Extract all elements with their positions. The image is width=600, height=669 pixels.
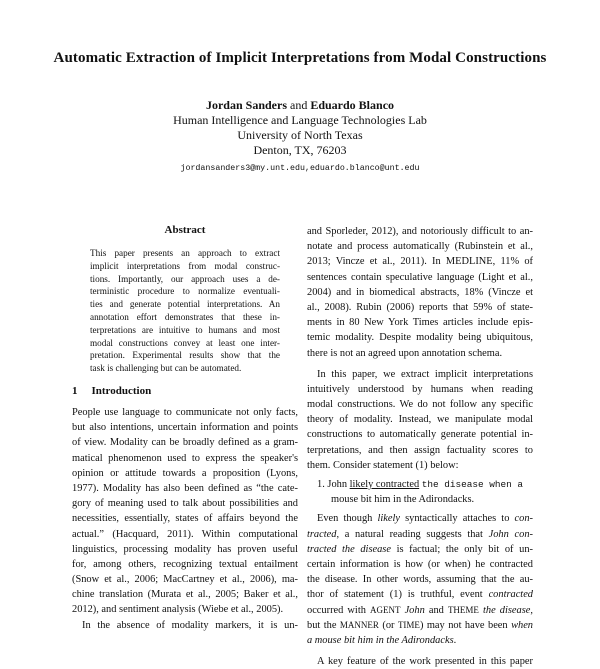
text-run: the disease xyxy=(478,604,531,616)
body-line: temic modality. Despite modality being ubiquitous, xyxy=(307,332,533,344)
example-1-line2: mouse bit him in the Adirondacks. xyxy=(331,494,475,506)
role-label: AGENT xyxy=(369,604,401,615)
body-line: opinion or attitude towards a proposition (Lyons, xyxy=(72,467,298,479)
body-line: 2012), and sentiment analysis (Wiebe et al., 2005). xyxy=(72,604,284,616)
text-run: , a natural reading suggests that xyxy=(336,528,489,540)
body-line: intuitively understood by humans when reading xyxy=(307,383,533,395)
text-run: (or xyxy=(378,619,398,631)
text-run: a mouse bit him in the Adirondacks xyxy=(307,634,454,646)
affiliation-lab: Human Intelligence and Language Technologies Lab xyxy=(173,113,427,127)
body-line: there is not an agreed upon annotation schema. xyxy=(307,347,503,359)
text-run: . xyxy=(453,634,457,646)
example-modal-phrase: likely contracted xyxy=(349,479,420,490)
example-word: John xyxy=(327,479,348,490)
body-line: al., 2008). Rubin (2006) reports that 59% of state- xyxy=(307,301,533,313)
text-run: tracted the disease xyxy=(307,543,391,555)
body-line: for, among others, recognizing textual entailment xyxy=(72,558,298,570)
example-number: 1. xyxy=(317,479,325,490)
author-names xyxy=(0,98,600,113)
abstract-line: annotation effort demonstrates that these in- xyxy=(90,311,280,322)
section-number: 1 xyxy=(72,385,78,397)
text-run: and xyxy=(424,604,448,616)
body-line xyxy=(307,527,533,542)
author-block xyxy=(0,98,600,176)
abstract-line: ties and generate potential interpretations. An xyxy=(90,299,280,310)
text-run: is factual; the only bit of un- xyxy=(390,543,533,555)
text-run: tracted xyxy=(307,528,337,540)
body-line: (Snow et al., 2006; MacCartney et al., 2006), ma- xyxy=(72,574,298,586)
body-line: actual.” (Hacquard, 2011). Within computational xyxy=(72,528,298,540)
body-line: 2004) and in biomedical abstracts, 18% (Vincze et xyxy=(307,286,533,298)
text-run: occurred with xyxy=(307,604,370,616)
body-line xyxy=(307,633,533,648)
body-line: gory of meaning used to talk about possibilities and xyxy=(72,498,298,510)
role-label: TIME xyxy=(397,619,420,630)
body-line xyxy=(307,542,533,557)
body-line: the disease. In other words, assuming that the au- xyxy=(307,574,533,586)
author-conj: and xyxy=(290,98,308,112)
abstract-body xyxy=(90,247,280,375)
abstract-line: modal constructions convey at least one inter- xyxy=(90,337,280,348)
example-word: the disease when a xyxy=(421,479,524,490)
body-line: In this paper, we extract implicit interpretations xyxy=(317,368,533,380)
example-1 xyxy=(307,477,533,492)
body-line: People use language to communicate not only facts, xyxy=(72,407,298,418)
body-line: 1977). Modality has also been defined as “the cate- xyxy=(72,482,298,494)
body-line: ments in 80 New York Times articles include epis- xyxy=(307,317,533,329)
body-line: theory of modality. Instead, we manipulate modal xyxy=(307,414,533,426)
author-2: Eduardo Blanco xyxy=(310,98,395,112)
affiliation-university: University of North Texas xyxy=(237,128,363,142)
body-line: chine translation (Murata et al., 2005; Baker et al., xyxy=(72,589,298,601)
right-column-text xyxy=(307,224,533,669)
text-run: John con- xyxy=(488,528,533,540)
body-line: certain information is how (or when) he contracted xyxy=(307,558,533,570)
body-line: necessities, essentially, states of affairs beyond the xyxy=(72,513,298,525)
role-label: MANNER xyxy=(339,619,379,630)
affiliation-address: Denton, TX, 76203 xyxy=(253,143,347,157)
text-run: likely xyxy=(377,513,400,525)
abstract-line: pretation. Experimental results show that the xyxy=(90,350,280,361)
body-line: terpretations, and then assign factuality scores to xyxy=(307,444,533,456)
body-line xyxy=(307,511,533,526)
abstract-line: implicit interpretations from modal construc- xyxy=(90,260,280,271)
body-line xyxy=(307,603,533,618)
text-run: thor of statement (1) is truthful, event xyxy=(307,589,489,601)
text-run: ) may not have been xyxy=(419,619,512,631)
abstract-heading: Abstract xyxy=(164,224,206,236)
body-line: notate and process automatically (Rubinstein et al., xyxy=(307,241,533,253)
author-1: Jordan Sanders xyxy=(205,98,287,112)
text-run: con- xyxy=(514,513,533,525)
body-line: but also intentions, uncertain information and points xyxy=(72,422,298,434)
text-run: contracted xyxy=(488,589,533,601)
abstract-line: task is challenging but can be automated. xyxy=(90,363,242,374)
body-line: A key feature of the work presented in this paper xyxy=(317,656,533,668)
abstract-line: terministic procedure to normalize eventuali- xyxy=(90,286,280,297)
body-line: and Sporleder, 2012), and notoriously difficult to an- xyxy=(307,226,533,237)
text-run: Even though xyxy=(317,513,378,525)
body-line: modal constructions. We do not follow any specific xyxy=(307,399,533,411)
text-run: John xyxy=(400,604,425,616)
author-emails: jordansanders3@my.unt.edu,eduardo.blanco@unt.edu xyxy=(180,164,420,173)
body-line: linguistics, processing modality has proven useful xyxy=(72,543,298,555)
text-run: , xyxy=(530,604,533,616)
section-title: Introduction xyxy=(91,385,152,397)
body-line: In the absence of modality markers, it is un- xyxy=(82,619,298,631)
text-run: but the xyxy=(307,619,340,631)
body-line: sentences contain speculative language (Light et al., xyxy=(307,271,533,283)
left-column-text xyxy=(72,405,298,633)
body-line: constructions to automatically generate potential in- xyxy=(307,429,533,441)
role-label: THEME xyxy=(447,604,479,615)
section-heading-introduction xyxy=(72,385,151,397)
text-run: syntactically attaches to xyxy=(399,513,515,525)
text-run: when xyxy=(511,619,533,631)
body-line: 2013; Vincze et al., 2011). In MEDLINE, 11% of xyxy=(307,256,533,268)
body-line: them. Consider statement (1) below: xyxy=(307,459,459,471)
abstract-line: terpretations are intuitive to humans and most xyxy=(90,324,280,335)
paper-title: Automatic Extraction of Implicit Interpretations from Modal Constructions xyxy=(53,50,547,66)
body-line xyxy=(307,618,533,633)
body-line xyxy=(307,587,533,602)
abstract-line: tions. Importantly, our approach uses a de- xyxy=(90,273,280,284)
abstract-line: This paper presents an approach to extract xyxy=(90,248,280,258)
body-line: of view. Modality can be broadly defined as a gram- xyxy=(72,437,298,449)
body-line: matical phenomenon used to express the speaker's xyxy=(72,452,298,464)
